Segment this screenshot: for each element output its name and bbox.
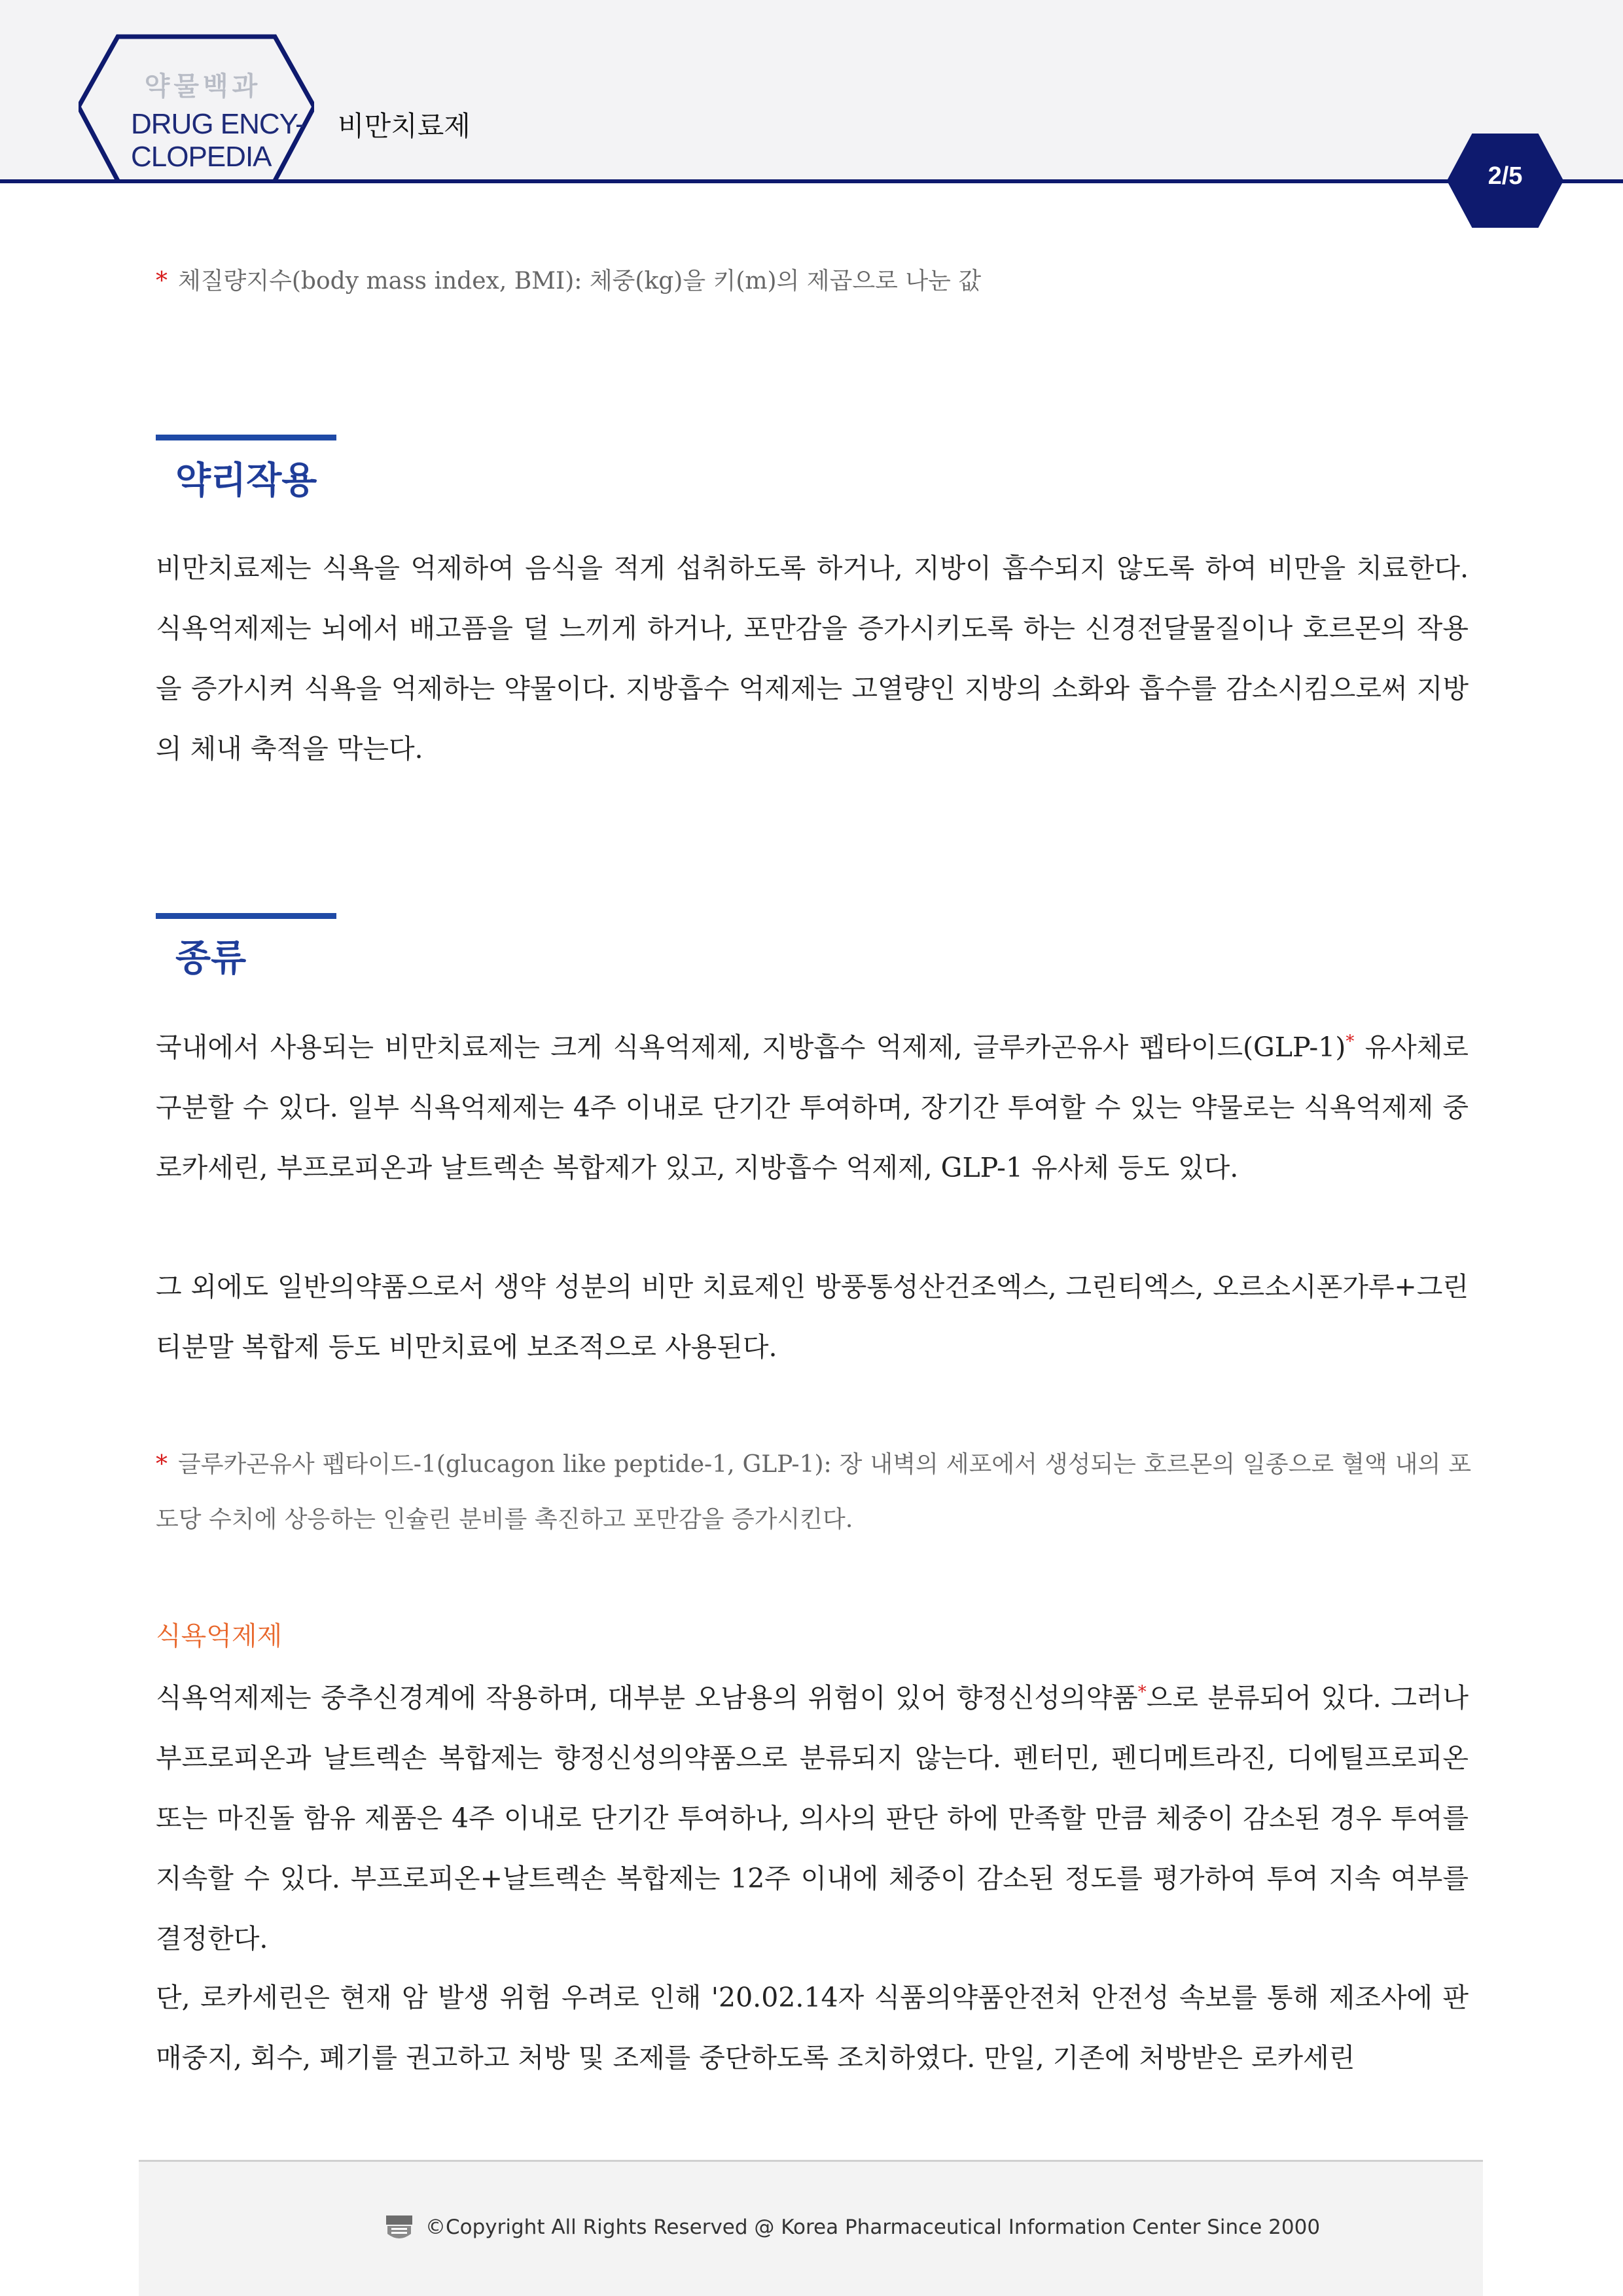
types-paragraph-1-text-a: 국내에서 사용되는 비만치료제는 크게 식욕억제제, 지방흡수 억제제, 글루카곤유사 펩타이드(GLP-1) (156, 1031, 1346, 1063)
logo-english-text (131, 108, 304, 173)
emblem-icon (385, 2214, 414, 2243)
glp-footnote-text: 글루카곤유사 펩타이드-1(glucagon like peptide-1, GLP-1): 장 내벽의 세포에서 생성되는 호르몬의 일종으로 혈액 내의 포도당 수치에 상응하는 인슐린 분비를 촉진하고 포만감을 증가시킨다. (156, 1451, 1471, 1533)
asterisk-marker: * (1137, 1682, 1147, 1702)
types-paragraph-2: 그 외에도 일반의약품으로서 생약 성분의 비만 치료제인 방풍통성산건조엑스, 그린티엑스, 오르소시폰가루+그린티분말 복합제 등도 비만치료에 보조적으로 사용된다. (156, 1271, 1469, 1363)
logo-line-2: CLOPEDIA (131, 141, 272, 173)
logo-korean-text: 약물백과 (144, 71, 262, 101)
asterisk-marker: * (1346, 1031, 1355, 1052)
appetite-paragraph-1-text-a: 식욕억제제는 중추신경계에 작용하며, 대부분 오남용의 위험이 있어 향정신성의약품 (156, 1682, 1138, 1713)
appetite-paragraph-1-text-b: 으로 분류되어 있다. 그러나 부프로피온과 날트렉손 복합제는 향정신성의약품으로 분류되지 않는다. 펜터민, 펜디메트라진, 디에틸프로피온 또는 마진돌 함유 제품은 4주 이내로 단기간 투여하나, 의사의 판단 하에 만족할 만큼 체중이 감소된 경우 투여를 지속할 수 있다. 부프로피온+날트렉손 복합제는 12주 이내에 체중이 감소된 정도를 평가하여 투여 지속 여부를 결정한다. (156, 1682, 1469, 1954)
bmi-footnote-text: 체질량지수(body mass index, BMI): 체중(kg)을 키(m)의 제곱으로 나눈 값 (178, 268, 982, 295)
asterisk-marker: * (156, 268, 168, 295)
section-title-pharmacology: 약리작용 (175, 459, 317, 502)
appetite-paragraph-1 (156, 1668, 1469, 1969)
pharmacology-paragraph: 비만치료제는 식욕을 억제하여 음식을 적게 섭취하도록 하거나, 지방이 흡수되지 않도록 하여 비만을 치료한다. 식욕억제제는 뇌에서 배고픔을 덜 느끼게 하거나, 포만감을 증가시키도록 하는 신경전달물질이나 호르몬의 작용을 증가시켜 식욕을 억제하는 약물이다. 지방흡수 억제제는 고열량인 지방의 소화와 흡수를 감소시킴으로써 지방의 체내 축적을 막는다. (156, 552, 1469, 764)
subsection-title-appetite: 식욕억제제 (156, 1621, 283, 1651)
document-title: 비만치료제 (338, 110, 471, 142)
bmi-footnote (156, 251, 1471, 312)
section-accent-bar (156, 913, 336, 919)
types-paragraph-1-text-b: 유사체로 구분할 수 있다. 일부 식욕억제제는 4주 이내로 단기간 투여하며, 장기간 투여할 수 있는 약물로는 식욕억제제 중 로카세린, 부프로피온과 날트렉손 복합제가 있고, 지방흡수 억제제, GLP-1 유사체 등도 있다. (156, 1031, 1469, 1183)
section-title-types: 종류 (175, 937, 247, 980)
section-accent-bar (156, 435, 336, 440)
page-number: 2/5 (1488, 162, 1523, 190)
logo-line-1: DRUG ENCY- (131, 108, 304, 140)
asterisk-marker: * (156, 1451, 168, 1478)
appetite-paragraph-2: 단, 로카세린은 현재 암 발생 위험 우려로 인해 '20.02.14자 식품의약품안전처 안전성 속보를 통해 제조사에 판매중지, 회수, 폐기를 권고하고 처방 및 조제를 중단하도록 조치하였다. 만일, 기존에 처방받은 로카세린 (156, 1982, 1469, 2073)
copyright-text: ©Copyright All Rights Reserved @ Korea Pharmaceutical Information Center Since 2000 (425, 2215, 1321, 2239)
glp-footnote (156, 1437, 1471, 1547)
types-paragraph-1 (156, 1017, 1469, 1198)
